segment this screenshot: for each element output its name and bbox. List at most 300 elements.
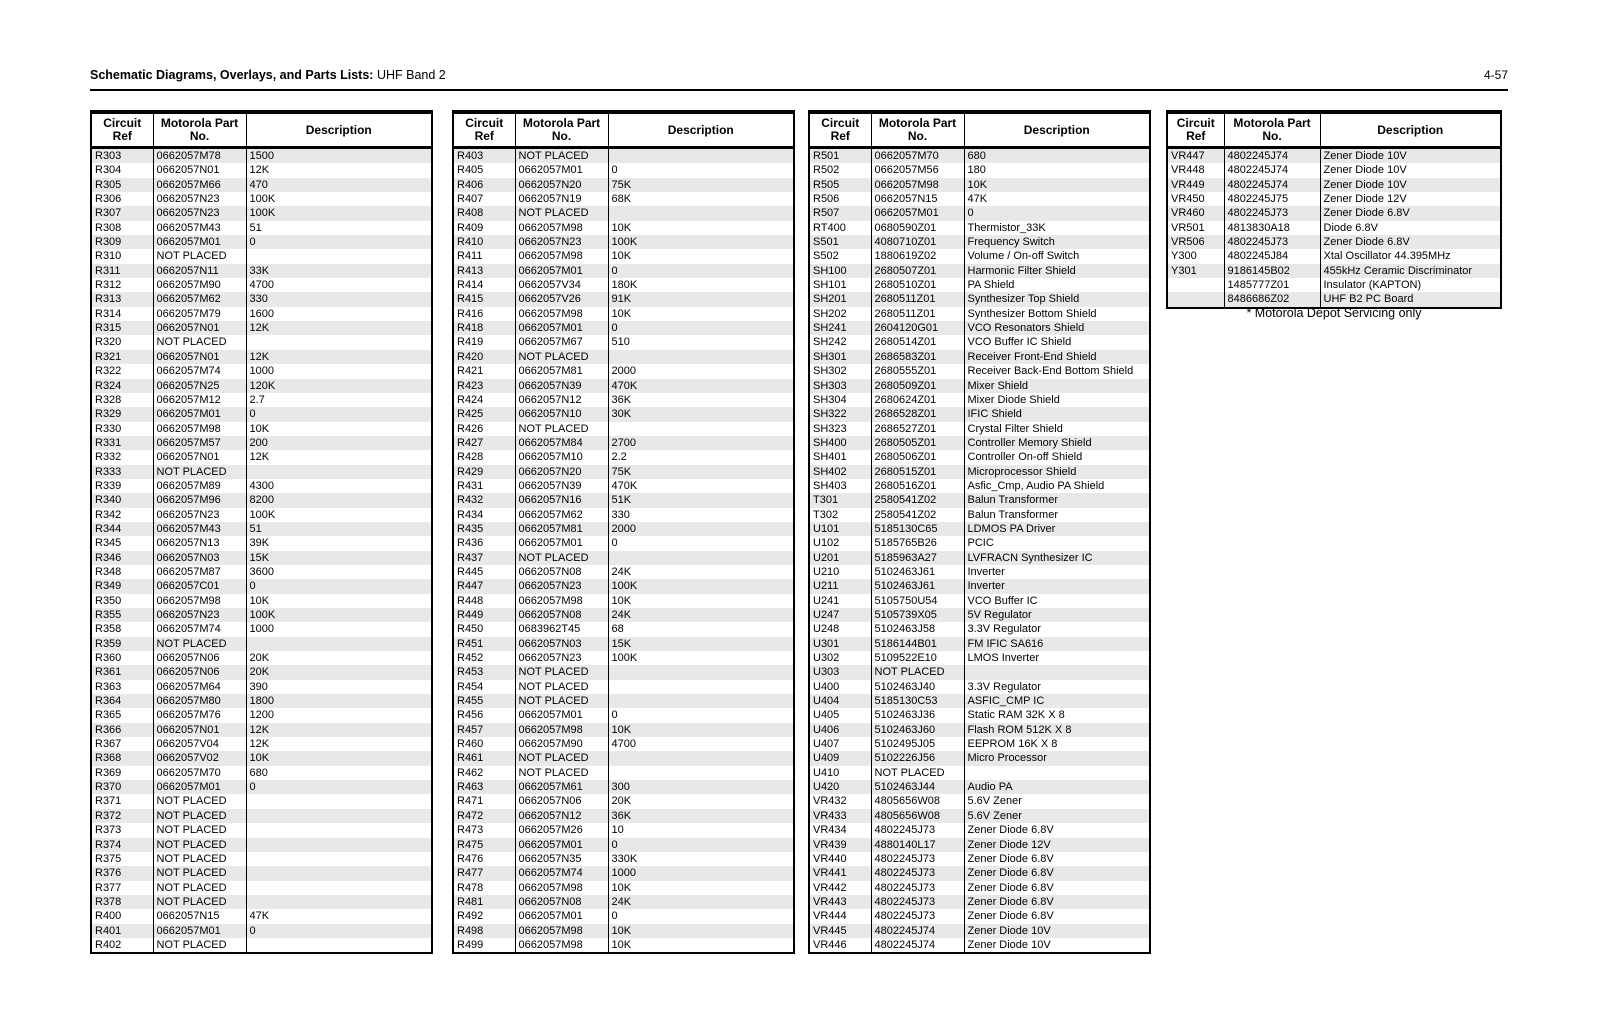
cell-part-no: 0662057M01 — [153, 235, 246, 249]
cell-part-no: 4805656W08 — [871, 794, 964, 808]
cell-part-no: 4802245J74 — [1224, 148, 1320, 164]
table-row — [809, 508, 1150, 522]
table-row — [453, 551, 794, 565]
cell-circuit-ref: R463 — [457, 781, 484, 794]
table-row — [453, 292, 794, 306]
cell-circuit-ref: R313 — [95, 293, 122, 306]
cell-description — [246, 895, 432, 909]
cell-circuit-ref: R413 — [457, 264, 484, 277]
cell-description: 330 — [246, 292, 432, 306]
cell-description: 510 — [608, 335, 794, 349]
cell-part-no: 5185130C65 — [871, 522, 964, 536]
table-row — [453, 665, 794, 679]
table-row — [91, 881, 432, 895]
table-row — [809, 881, 1150, 895]
col-header-description: Description — [1320, 112, 1501, 148]
cell-part-no: 5102463J44 — [871, 780, 964, 794]
cell-part-no: 0662057N15 — [871, 192, 964, 206]
cell-circuit-ref: R477 — [457, 867, 484, 880]
table-header-row — [453, 112, 794, 148]
cell-part-no: 0662057M66 — [153, 178, 246, 192]
cell-part-no: 4802245J73 — [871, 881, 964, 895]
table-row — [809, 450, 1150, 464]
table-row — [91, 422, 432, 436]
cell-part-no: 0662057N39 — [515, 379, 608, 393]
cell-part-no: 0662057V34 — [515, 278, 608, 292]
cell-circuit-ref: R449 — [457, 609, 484, 621]
parts-table-1 — [90, 110, 433, 954]
cell-part-no: 4802245J74 — [871, 924, 964, 938]
cell-description: 330 — [608, 508, 794, 522]
cell-part-no: 2680515Z01 — [871, 465, 964, 479]
cell-description: 680 — [964, 148, 1150, 164]
table-row — [809, 637, 1150, 651]
cell-circuit-ref: U201 — [813, 551, 840, 564]
cell-circuit-ref: R310 — [95, 250, 122, 263]
table-row — [91, 206, 432, 220]
table-row — [91, 665, 432, 679]
parts-table-3 — [808, 110, 1151, 954]
cell-description: 100K — [246, 508, 432, 522]
cell-description: 10K — [964, 178, 1150, 192]
cell-circuit-ref: T301 — [813, 494, 839, 507]
table-row — [809, 751, 1150, 765]
cell-part-no: 4802245J73 — [1224, 235, 1320, 249]
cell-circuit-ref: R331 — [95, 436, 122, 449]
cell-circuit-ref: R367 — [95, 738, 122, 751]
cell-part-no: 2604120G01 — [871, 321, 964, 335]
table-row — [809, 565, 1150, 579]
cell-part-no: 2686583Z01 — [871, 350, 964, 364]
cell-part-no: 0662057M84 — [515, 436, 608, 450]
cell-circuit-ref: R437 — [457, 551, 484, 564]
cell-circuit-ref: R305 — [95, 178, 122, 191]
cell-description: 470K — [608, 479, 794, 493]
cell-part-no: NOT PLACED — [515, 766, 608, 780]
cell-circuit-ref: R400 — [95, 910, 122, 923]
cell-description: Diode 6.8V — [1320, 221, 1501, 235]
table-row — [453, 708, 794, 722]
cell-description: 12K — [246, 450, 432, 464]
table-row — [453, 163, 794, 177]
cell-part-no: NOT PLACED — [153, 249, 246, 263]
page-title-bold: Schematic Diagrams, Overlays, and Parts Lists: — [90, 68, 374, 82]
table-row — [809, 379, 1150, 393]
cell-description: 10K — [608, 307, 794, 321]
cell-circuit-ref: VR443 — [813, 895, 847, 908]
cell-part-no: 0662057N06 — [515, 794, 608, 808]
cell-description: Zener Diode 10V — [964, 938, 1150, 953]
cell-circuit-ref: U409 — [813, 752, 840, 765]
cell-description: 68K — [608, 192, 794, 206]
cell-part-no: 2680511Z01 — [871, 307, 964, 321]
cell-description: 1000 — [246, 364, 432, 378]
cell-circuit-ref: R415 — [457, 293, 484, 306]
table-row — [91, 493, 432, 507]
cell-circuit-ref: U407 — [813, 738, 840, 751]
table-row — [809, 350, 1150, 364]
cell-circuit-ref: U406 — [813, 723, 840, 736]
cell-part-no: 5109522E10 — [871, 651, 964, 665]
table-row — [809, 737, 1150, 751]
cell-circuit-ref: U400 — [813, 680, 840, 693]
cell-part-no: 5102463J60 — [871, 723, 964, 737]
table-row — [809, 579, 1150, 593]
cell-circuit-ref: R447 — [457, 580, 484, 593]
cell-circuit-ref: R328 — [95, 393, 122, 406]
cell-circuit-ref: R346 — [95, 551, 122, 564]
cell-circuit-ref: R411 — [457, 250, 483, 263]
table-row — [91, 751, 432, 765]
cell-description: Frequency Switch — [964, 235, 1150, 249]
cell-description: Inverter — [964, 565, 1150, 579]
cell-description: 4700 — [608, 737, 794, 751]
cell-circuit-ref: R355 — [95, 609, 122, 621]
cell-description: Zener Diode 6.8V — [1320, 235, 1501, 249]
cell-part-no: 0662057M80 — [153, 694, 246, 708]
table-row — [91, 723, 432, 737]
cell-circuit-ref: R429 — [457, 465, 484, 478]
table-row — [91, 436, 432, 450]
cell-part-no: NOT PLACED — [153, 809, 246, 823]
cell-circuit-ref: R462 — [457, 766, 484, 779]
cell-circuit-ref: R401 — [95, 924, 122, 937]
cell-circuit-ref: R368 — [95, 752, 122, 765]
cell-part-no: 0662057M74 — [515, 866, 608, 880]
cell-part-no: 5185130C53 — [871, 694, 964, 708]
cell-circuit-ref: R428 — [457, 451, 484, 464]
table-row — [453, 508, 794, 522]
table-row — [809, 192, 1150, 206]
cell-circuit-ref: R304 — [95, 164, 122, 177]
table-row — [453, 264, 794, 278]
cell-description — [608, 350, 794, 364]
cell-circuit-ref: U248 — [813, 623, 840, 636]
cell-circuit-ref: R481 — [457, 895, 484, 908]
cell-part-no: 0662057M76 — [153, 708, 246, 722]
table-row — [809, 895, 1150, 909]
table-row — [453, 608, 794, 622]
table-row — [91, 594, 432, 608]
cell-circuit-ref: SH101 — [813, 279, 847, 292]
col-header-circuit-ref: Circuit Ref — [91, 112, 153, 148]
cell-circuit-ref: R303 — [95, 150, 122, 162]
cell-description: 91K — [608, 292, 794, 306]
cell-description: Crystal Filter Shield — [964, 422, 1150, 436]
cell-part-no: 2680624Z01 — [871, 393, 964, 407]
table-row — [453, 751, 794, 765]
table-row — [453, 651, 794, 665]
table-row — [91, 393, 432, 407]
cell-circuit-ref: R329 — [95, 408, 122, 421]
cell-description: 20K — [246, 651, 432, 665]
cell-part-no: 0662057M01 — [515, 321, 608, 335]
cell-description: Mixer Diode Shield — [964, 393, 1150, 407]
cell-circuit-ref: Y301 — [1171, 264, 1197, 277]
table-row — [809, 465, 1150, 479]
table-row — [453, 436, 794, 450]
cell-circuit-ref: R407 — [457, 193, 484, 206]
cell-part-no: 0662057N06 — [153, 665, 246, 679]
cell-description: 100K — [246, 206, 432, 220]
table-row — [809, 235, 1150, 249]
cell-description: 10 — [608, 823, 794, 837]
cell-description: 2700 — [608, 436, 794, 450]
cell-circuit-ref: R475 — [457, 838, 484, 851]
cell-part-no: NOT PLACED — [153, 852, 246, 866]
cell-part-no: 2686528Z01 — [871, 407, 964, 421]
cell-description: Zener Diode 6.8V — [1320, 206, 1501, 220]
table-row — [91, 264, 432, 278]
cell-circuit-ref: VR442 — [813, 881, 847, 894]
col-header-part-no: Motorola Part No. — [871, 112, 964, 148]
cell-description: Micro Processor — [964, 751, 1150, 765]
cell-description: Audio PA — [964, 780, 1150, 794]
cell-part-no: 5186144B01 — [871, 637, 964, 651]
table-row — [809, 852, 1150, 866]
cell-description — [608, 665, 794, 679]
cell-part-no: 0662057N35 — [515, 852, 608, 866]
cell-part-no: 4802245J73 — [871, 909, 964, 923]
cell-circuit-ref: R359 — [95, 637, 122, 650]
cell-circuit-ref: R349 — [95, 580, 122, 593]
cell-description: 5.6V Zener — [964, 809, 1150, 823]
table-row — [91, 780, 432, 794]
cell-circuit-ref: S502 — [813, 250, 839, 263]
table-row — [809, 436, 1150, 450]
table-row — [453, 249, 794, 263]
cell-circuit-ref: R492 — [457, 910, 484, 923]
cell-description — [246, 809, 432, 823]
cell-circuit-ref: U211 — [813, 580, 839, 593]
cell-circuit-ref: R372 — [95, 809, 122, 822]
cell-circuit-ref: SH403 — [813, 479, 847, 492]
cell-description: 10K — [608, 723, 794, 737]
cell-circuit-ref: R507 — [813, 207, 840, 220]
cell-circuit-ref: R434 — [457, 508, 484, 521]
cell-description: 10K — [246, 751, 432, 765]
cell-part-no: 0662057N23 — [153, 206, 246, 220]
cell-circuit-ref: R369 — [95, 766, 122, 779]
table-row — [453, 307, 794, 321]
cell-part-no: 0662057N03 — [153, 551, 246, 565]
cell-description: 10K — [246, 422, 432, 436]
cell-description: FM IFIC SA616 — [964, 637, 1150, 651]
cell-circuit-ref: SH241 — [813, 322, 847, 335]
cell-circuit-ref: R505 — [813, 178, 840, 191]
cell-circuit-ref: U247 — [813, 609, 840, 621]
cell-part-no: 0662057M01 — [515, 909, 608, 923]
table-row — [1167, 178, 1501, 192]
cell-description: 10K — [246, 594, 432, 608]
cell-circuit-ref: R436 — [457, 537, 484, 550]
parts-table-4 — [1166, 110, 1502, 309]
cell-part-no: 0662057M43 — [153, 522, 246, 536]
table-row — [91, 221, 432, 235]
cell-part-no: 0662057M98 — [153, 594, 246, 608]
cell-circuit-ref: VR432 — [813, 795, 847, 808]
table-row — [809, 924, 1150, 938]
cell-circuit-ref: R473 — [457, 824, 484, 837]
cell-circuit-ref: VR433 — [813, 809, 847, 822]
cell-description: 10K — [608, 881, 794, 895]
cell-description: 20K — [608, 794, 794, 808]
cell-part-no: 0662057M61 — [515, 780, 608, 794]
cell-description — [608, 694, 794, 708]
page-number: 4-57 — [1483, 68, 1508, 82]
cell-description: 68 — [608, 622, 794, 636]
cell-part-no: 0662057M62 — [515, 508, 608, 522]
cell-circuit-ref: R371 — [95, 795, 122, 808]
table-row — [809, 335, 1150, 349]
cell-description: ASFIC_CMP IC — [964, 694, 1150, 708]
table-row — [453, 148, 794, 164]
cell-description: 15K — [246, 551, 432, 565]
cell-description: 0 — [246, 407, 432, 421]
cell-circuit-ref: R448 — [457, 594, 484, 607]
cell-description: Balun Transformer — [964, 493, 1150, 507]
table-row — [453, 379, 794, 393]
cell-part-no: 0662057M01 — [153, 780, 246, 794]
table-row — [809, 665, 1150, 679]
table-row — [809, 766, 1150, 780]
cell-description: LMOS Inverter — [964, 651, 1150, 665]
cell-circuit-ref: R461 — [457, 752, 484, 765]
cell-part-no: 0662057N10 — [515, 407, 608, 421]
cell-circuit-ref: U301 — [813, 637, 840, 650]
cell-part-no: NOT PLACED — [153, 938, 246, 953]
cell-circuit-ref: R314 — [95, 307, 122, 320]
cell-circuit-ref: R409 — [457, 221, 484, 234]
cell-circuit-ref: R424 — [457, 393, 484, 406]
col-header-description: Description — [964, 112, 1150, 148]
cell-description: 10K — [608, 924, 794, 938]
table-row — [453, 809, 794, 823]
cell-circuit-ref: SH322 — [813, 408, 847, 421]
cell-circuit-ref: R427 — [457, 436, 484, 449]
cell-description: 51K — [608, 493, 794, 507]
cell-circuit-ref: R378 — [95, 895, 122, 908]
cell-part-no: 8486686Z02 — [1224, 292, 1320, 307]
cell-part-no: 0662057M98 — [515, 723, 608, 737]
cell-circuit-ref: R408 — [457, 207, 484, 220]
cell-description: Synthesizer Top Shield — [964, 292, 1150, 306]
cell-circuit-ref: R501 — [813, 150, 840, 162]
cell-circuit-ref: U420 — [813, 781, 840, 794]
table-row — [91, 909, 432, 923]
cell-description: Mixer Shield — [964, 379, 1150, 393]
cell-circuit-ref: R376 — [95, 867, 122, 880]
table-row — [91, 551, 432, 565]
table-row — [809, 794, 1150, 808]
cell-part-no: NOT PLACED — [153, 881, 246, 895]
cell-description: Controller Memory Shield — [964, 436, 1150, 450]
cell-part-no: 0662057N23 — [153, 508, 246, 522]
cell-part-no: 0662057M74 — [153, 622, 246, 636]
cell-circuit-ref: R330 — [95, 422, 122, 435]
cell-circuit-ref: VR445 — [813, 924, 847, 937]
cell-circuit-ref: R498 — [457, 924, 484, 937]
cell-circuit-ref: Y300 — [1171, 250, 1197, 263]
cell-description: Microprocessor Shield — [964, 465, 1150, 479]
cell-description: 0 — [608, 838, 794, 852]
cell-circuit-ref: R426 — [457, 422, 484, 435]
cell-description: Balun Transformer — [964, 508, 1150, 522]
table-row — [91, 278, 432, 292]
cell-part-no: 0662057M78 — [153, 148, 246, 164]
parts-table-2 — [452, 110, 795, 954]
cell-part-no: 0662057M74 — [153, 364, 246, 378]
cell-part-no: 0662057N12 — [515, 809, 608, 823]
col-header-part-no: Motorola Part No. — [153, 112, 246, 148]
cell-description: 0 — [608, 321, 794, 335]
cell-part-no: 0662057N08 — [515, 565, 608, 579]
cell-circuit-ref: R414 — [457, 279, 484, 292]
cell-circuit-ref: VR444 — [813, 910, 847, 923]
cell-description — [608, 680, 794, 694]
cell-description: 0 — [246, 235, 432, 249]
cell-description: 0 — [246, 780, 432, 794]
cell-part-no: 4802245J74 — [871, 938, 964, 953]
cell-circuit-ref: VR450 — [1171, 193, 1205, 206]
cell-description: 10K — [608, 221, 794, 235]
cell-description: Zener Diode 10V — [964, 924, 1150, 938]
cell-description: 36K — [608, 809, 794, 823]
cell-part-no: 4802245J73 — [1224, 206, 1320, 220]
cell-circuit-ref: R306 — [95, 193, 122, 206]
cell-part-no: 5185765B26 — [871, 536, 964, 550]
cell-description: Controller On-off Shield — [964, 450, 1150, 464]
cell-circuit-ref: R332 — [95, 451, 122, 464]
cell-description: 3.3V Regulator — [964, 680, 1150, 694]
cell-circuit-ref: R445 — [457, 565, 484, 578]
table-row — [453, 350, 794, 364]
cell-description: 4700 — [246, 278, 432, 292]
cell-part-no: 4802245J74 — [1224, 178, 1320, 192]
cell-part-no: 4805656W08 — [871, 809, 964, 823]
cell-circuit-ref: SH303 — [813, 379, 847, 392]
cell-circuit-ref: U210 — [813, 565, 840, 578]
cell-description: IFIC Shield — [964, 407, 1150, 421]
cell-part-no: 2580541Z02 — [871, 508, 964, 522]
cell-circuit-ref: R339 — [95, 479, 122, 492]
cell-description: 51 — [246, 522, 432, 536]
table-row — [809, 651, 1150, 665]
table-row — [809, 809, 1150, 823]
table-row — [91, 794, 432, 808]
table-row — [453, 422, 794, 436]
cell-part-no: 4802245J73 — [871, 823, 964, 837]
cell-description: 12K — [246, 737, 432, 751]
table-row — [809, 278, 1150, 292]
cell-description: 10K — [608, 249, 794, 263]
cell-description: 12K — [246, 350, 432, 364]
cell-circuit-ref: VR439 — [813, 838, 847, 851]
cell-part-no: 0662057V04 — [153, 737, 246, 751]
cell-part-no: 5102463J40 — [871, 680, 964, 694]
cell-part-no: 0662057M12 — [153, 393, 246, 407]
cell-description: 3600 — [246, 565, 432, 579]
cell-description: 20K — [246, 665, 432, 679]
table-row — [453, 450, 794, 464]
table-row — [453, 766, 794, 780]
cell-circuit-ref: SH400 — [813, 436, 847, 449]
cell-part-no: 0662057M90 — [515, 737, 608, 751]
cell-circuit-ref: R361 — [95, 666, 122, 679]
table-row — [453, 924, 794, 938]
table-row — [1167, 264, 1501, 278]
col-header-description: Description — [246, 112, 432, 148]
